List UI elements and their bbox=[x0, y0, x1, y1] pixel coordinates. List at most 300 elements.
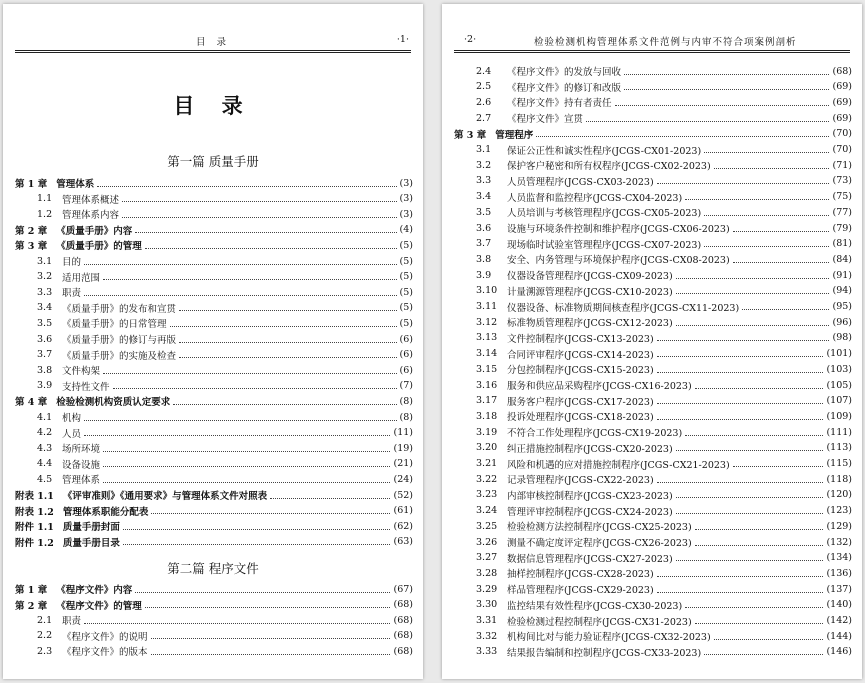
toc-entry-title: 管理体系 bbox=[62, 475, 101, 487]
toc-leader-dots bbox=[135, 592, 390, 593]
toc-entry-page: (69) bbox=[832, 112, 852, 124]
toc-leader-dots bbox=[97, 186, 396, 187]
toc-entry-page: (24) bbox=[393, 473, 413, 485]
toc-entry-page: (118) bbox=[826, 473, 852, 485]
toc-leader-dots bbox=[733, 262, 830, 263]
toc-entry-number: 3.6 bbox=[476, 222, 492, 234]
toc-entry-page: (77) bbox=[832, 206, 852, 218]
toc-leader-dots bbox=[742, 309, 829, 310]
toc-section-entry bbox=[476, 629, 852, 643]
toc-section-entry bbox=[476, 535, 852, 549]
toc-entry-page: (81) bbox=[832, 238, 852, 250]
toc-entry-title: 人员监督和监控程序(JCGS-CX04-2023) bbox=[507, 192, 683, 204]
toc-section-entry bbox=[476, 205, 852, 219]
toc-chapter-entry bbox=[15, 223, 413, 237]
toc-entry-title: 检验检测过程控制程序(JCGS-CX31-2023) bbox=[507, 616, 692, 628]
toc-entry-title: 设施与环境条件控制和维护程序(JCGS-CX06-2023) bbox=[507, 224, 730, 235]
toc-leader-dots bbox=[122, 217, 397, 218]
toc-entry-number: 3.2 bbox=[476, 159, 492, 171]
toc-section-entry bbox=[37, 207, 413, 221]
toc-leader-dots bbox=[704, 246, 829, 247]
toc-entry-number: 2.2 bbox=[37, 630, 53, 642]
toc-entry-number: 3.1 bbox=[476, 144, 492, 155]
toc-entry-number: 3.11 bbox=[476, 301, 498, 312]
toc-entry-number: 第 2 章 bbox=[15, 600, 48, 612]
toc-leader-dots bbox=[733, 466, 824, 467]
toc-leader-dots bbox=[733, 231, 830, 232]
toc-entry-page: (91) bbox=[832, 269, 852, 281]
toc-entry-number: 3.15 bbox=[476, 363, 498, 375]
toc-entry-page: (4) bbox=[399, 224, 413, 236]
toc-section-entry bbox=[476, 519, 852, 533]
toc-section-entry bbox=[37, 316, 413, 330]
toc-entry-page: (84) bbox=[832, 253, 852, 265]
toc-entry-page: (69) bbox=[832, 96, 852, 108]
toc-leader-dots bbox=[676, 450, 824, 451]
toc-leader-dots bbox=[151, 654, 391, 655]
toc-section-entry bbox=[37, 332, 413, 346]
toc-entry-page: (6) bbox=[399, 333, 413, 345]
toc-entry-title: 人员 bbox=[62, 428, 82, 440]
toc-entry-number: 3.23 bbox=[476, 489, 498, 501]
toc-section-entry bbox=[476, 300, 852, 314]
toc-leader-dots bbox=[84, 435, 390, 436]
toc-title: 目 录 bbox=[173, 93, 253, 118]
toc-section-entry bbox=[476, 111, 852, 125]
toc-entry-page: (107) bbox=[826, 395, 852, 407]
toc-entry-page: (142) bbox=[826, 615, 852, 626]
toc-leader-dots bbox=[657, 419, 824, 420]
toc-entry-title: 计量溯源管理程序(JCGS-CX10-2023) bbox=[507, 286, 673, 298]
toc-section-entry bbox=[37, 472, 413, 486]
toc-leader-dots bbox=[270, 498, 390, 499]
toc-entry-number: 2.1 bbox=[37, 614, 53, 626]
toc-leader-dots bbox=[676, 560, 824, 561]
toc-leader-dots bbox=[122, 201, 397, 202]
toc-entry-page: (5) bbox=[399, 286, 413, 298]
left-header-rule bbox=[15, 52, 411, 53]
toc-leader-dots bbox=[676, 278, 830, 279]
toc-entry-page: (79) bbox=[832, 222, 852, 234]
toc-entry-number: 3.12 bbox=[476, 316, 498, 328]
toc-entry-page: (21) bbox=[393, 458, 413, 470]
toc-leader-dots bbox=[676, 293, 830, 294]
toc-leader-dots bbox=[103, 279, 397, 280]
toc-section-entry bbox=[37, 644, 413, 658]
toc-leader-dots bbox=[179, 310, 397, 311]
toc-entry-number: 3.22 bbox=[476, 473, 498, 485]
toc-entry-number: 3.27 bbox=[476, 552, 498, 564]
toc-entry-page: (103) bbox=[826, 363, 852, 375]
toc-section-entry bbox=[37, 629, 413, 643]
left-header-page-number: ·1· bbox=[396, 34, 409, 45]
toc-leader-dots bbox=[179, 342, 397, 343]
toc-entry-page: (73) bbox=[832, 175, 852, 187]
toc-entry-page: (113) bbox=[826, 442, 852, 454]
toc-entry-number: 4.1 bbox=[37, 411, 53, 423]
toc-entry-title: 人员管理程序(JCGS-CX03-2023) bbox=[507, 176, 654, 188]
toc-entry-number: 3.31 bbox=[476, 615, 498, 626]
part1-title: 第一篇 质量手册 bbox=[167, 154, 259, 169]
toc-entry-page: (5) bbox=[399, 239, 413, 251]
toc-chapter-entry bbox=[15, 598, 413, 612]
toc-section-entry bbox=[476, 268, 852, 282]
toc-entry-page: (8) bbox=[399, 411, 413, 423]
toc-entry-number: 附件 1.2 bbox=[15, 537, 54, 549]
toc-leader-dots bbox=[586, 121, 829, 122]
toc-entry-title: 设备设施 bbox=[62, 459, 101, 471]
toc-chapter-entry bbox=[15, 176, 413, 190]
toc-entry-title: 标准物质管理程序(JCGS-CX12-2023) bbox=[507, 318, 673, 330]
toc-entry-page: (140) bbox=[826, 599, 852, 611]
toc-section-entry bbox=[476, 457, 852, 471]
toc-entry-title: 职责 bbox=[62, 288, 82, 300]
toc-section-entry bbox=[476, 237, 852, 251]
toc-entry-page: (62) bbox=[393, 520, 413, 532]
toc-section-entry bbox=[476, 378, 852, 392]
toc-entry-number: 第 2 章 bbox=[15, 225, 48, 237]
toc-chapter-entry bbox=[15, 519, 413, 533]
toc-leader-dots bbox=[695, 388, 824, 389]
toc-chapter-entry bbox=[15, 394, 413, 408]
toc-entry-page: (95) bbox=[832, 301, 852, 312]
toc-entry-title: 《质量手册》的日常管理 bbox=[62, 319, 167, 331]
toc-entry-title: 抽样控制程序(JCGS-CX28-2023) bbox=[507, 569, 654, 581]
toc-entry-title: 《程序文件》的说明 bbox=[62, 631, 148, 643]
toc-entry-number: 4.2 bbox=[37, 427, 53, 439]
toc-entry-number: 3.7 bbox=[37, 349, 53, 361]
toc-entry-number: 3.25 bbox=[476, 520, 498, 532]
toc-entry-number: 3.20 bbox=[476, 442, 498, 454]
toc-entry-number: 3.7 bbox=[476, 238, 492, 250]
toc-entry-number: 第 4 章 bbox=[15, 397, 48, 409]
toc-section-entry bbox=[476, 347, 852, 361]
toc-entry-number: 2.6 bbox=[476, 96, 492, 108]
toc-entry-title: 机构 bbox=[62, 413, 82, 424]
toc-section-entry bbox=[476, 331, 852, 345]
toc-leader-dots bbox=[84, 295, 397, 296]
toc-entry-number: 附表 1.1 bbox=[15, 491, 54, 502]
toc-entry-title: 安全、内务管理与环境保护程序(JCGS-CX08-2023) bbox=[507, 255, 730, 267]
toc-section-entry bbox=[476, 566, 852, 580]
toc-section-entry bbox=[37, 363, 413, 377]
toc-section-entry bbox=[476, 409, 852, 423]
toc-leader-dots bbox=[84, 420, 397, 421]
toc-entry-number: 3.10 bbox=[476, 285, 498, 297]
toc-entry-page: (137) bbox=[826, 583, 852, 595]
toc-leader-dots bbox=[704, 152, 829, 153]
toc-entry-title: 《程序文件》的版本 bbox=[62, 647, 148, 659]
toc-section-entry bbox=[476, 472, 852, 486]
left-page bbox=[3, 4, 423, 679]
toc-entry-page: (146) bbox=[826, 646, 852, 658]
toc-entry-title: 服务和供应品采购程序(JCGS-CX16-2023) bbox=[507, 381, 692, 392]
right-header-page-number: ·2· bbox=[464, 34, 477, 45]
toc-chapter-entry bbox=[15, 504, 413, 518]
toc-chapter-entry bbox=[15, 488, 413, 502]
toc-entry-title: 《程序文件》的修订和改版 bbox=[507, 82, 622, 94]
toc-entry-number: 3.5 bbox=[476, 206, 492, 218]
toc-entry-title: 《程序文件》内容 bbox=[56, 585, 133, 596]
toc-entry-title: 目的 bbox=[62, 257, 82, 268]
toc-entry-title: 记录管理程序(JCGS-CX22-2023) bbox=[507, 475, 654, 487]
toc-leader-dots bbox=[145, 607, 391, 608]
toc-entry-number: 第 3 章 bbox=[15, 241, 48, 253]
toc-leader-dots bbox=[151, 638, 391, 639]
toc-entry-title: 《质量手册》的修订与再版 bbox=[62, 335, 177, 346]
toc-section-entry bbox=[37, 441, 413, 455]
toc-leader-dots bbox=[657, 356, 824, 357]
toc-entry-title: 保护客户秘密和所有权程序(JCGS-CX02-2023) bbox=[507, 161, 711, 173]
toc-entry-title: 管理体系概述 bbox=[62, 194, 120, 206]
toc-section-entry bbox=[37, 348, 413, 362]
toc-section-entry bbox=[37, 285, 413, 299]
toc-entry-page: (63) bbox=[393, 536, 413, 548]
toc-leader-dots bbox=[657, 183, 830, 184]
toc-leader-dots bbox=[84, 264, 397, 265]
toc-section-entry bbox=[476, 80, 852, 94]
toc-chapter-entry bbox=[15, 582, 413, 596]
toc-entry-title: 人员培训与考核管理程序(JCGS-CX05-2023) bbox=[507, 208, 702, 220]
toc-entry-title: 风险和机遇的应对措施控制程序(JCGS-CX21-2023) bbox=[507, 459, 730, 471]
toc-entry-number: 2.7 bbox=[476, 112, 492, 124]
toc-entry-title: 测量不确定度评定程序(JCGS-CX26-2023) bbox=[507, 538, 692, 549]
toc-entry-number: 3.4 bbox=[476, 191, 492, 203]
toc-entry-title: 《质量手册》的实施及检查 bbox=[62, 350, 177, 362]
toc-entry-page: (68) bbox=[393, 614, 413, 626]
toc-leader-dots bbox=[536, 136, 829, 137]
right-page bbox=[442, 4, 862, 679]
toc-entry-number: 第 1 章 bbox=[15, 179, 48, 190]
toc-entry-page: (101) bbox=[826, 348, 852, 360]
toc-section-entry bbox=[37, 379, 413, 393]
toc-entry-page: (6) bbox=[399, 364, 413, 376]
toc-section-entry bbox=[37, 410, 413, 424]
toc-entry-title: 《程序文件》宣贯 bbox=[507, 114, 584, 126]
toc-entry-page: (134) bbox=[826, 552, 852, 564]
toc-entry-page: (71) bbox=[832, 159, 852, 171]
toc-entry-number: 附表 1.2 bbox=[15, 506, 54, 518]
toc-leader-dots bbox=[624, 89, 829, 90]
toc-entry-title: 文件控制程序(JCGS-CX13-2023) bbox=[507, 333, 654, 345]
toc-entry-title: 结果报告编制和控制程序(JCGS-CX33-2023) bbox=[507, 647, 702, 659]
right-page-header bbox=[454, 34, 850, 51]
toc-entry-page: (96) bbox=[832, 316, 852, 328]
toc-entry-title: 仪器设备管理程序(JCGS-CX09-2023) bbox=[507, 271, 673, 283]
toc-leader-dots bbox=[123, 544, 391, 545]
toc-entry-title: 场所环境 bbox=[62, 444, 101, 456]
toc-chapter-entry bbox=[454, 127, 852, 141]
toc-entry-number: 3.9 bbox=[37, 380, 53, 392]
toc-entry-page: (75) bbox=[832, 191, 852, 203]
toc-entry-title: 文件构架 bbox=[62, 366, 101, 378]
toc-section-entry bbox=[476, 425, 852, 439]
toc-entry-title: 管理体系内容 bbox=[62, 210, 120, 222]
toc-entry-title: 不符合工作处理程序(JCGS-CX19-2023) bbox=[507, 428, 683, 440]
toc-leader-dots bbox=[103, 466, 390, 467]
toc-section-entry bbox=[476, 582, 852, 596]
toc-entry-number: 3.26 bbox=[476, 536, 498, 548]
left-page-header bbox=[15, 34, 411, 51]
toc-section-entry bbox=[476, 252, 852, 266]
toc-entry-title: 纠正措施控制程序(JCGS-CX20-2023) bbox=[507, 443, 673, 455]
toc-entry-number: 3.9 bbox=[476, 269, 492, 281]
toc-entry-page: (5) bbox=[399, 271, 413, 283]
toc-entry-title: 样品管理程序(JCGS-CX29-2023) bbox=[507, 585, 654, 597]
toc-section-entry bbox=[476, 158, 852, 172]
toc-entry-page: (68) bbox=[393, 599, 413, 611]
toc-section-entry bbox=[476, 95, 852, 109]
toc-entry-number: 2.3 bbox=[37, 645, 53, 657]
toc-entry-page: (115) bbox=[826, 458, 852, 469]
toc-entry-number: 3.6 bbox=[37, 333, 53, 345]
toc-entry-number: 3.8 bbox=[476, 253, 492, 265]
toc-entry-title: 投诉处理程序(JCGS-CX18-2023) bbox=[507, 412, 654, 424]
toc-entry-title: 《质量手册》的发布和宣贯 bbox=[62, 303, 177, 315]
toc-section-entry bbox=[476, 551, 852, 565]
toc-section-entry bbox=[476, 174, 852, 188]
toc-entry-title: 保证公正性和诚实性程序(JCGS-CX01-2023) bbox=[507, 145, 702, 157]
toc-entry-page: (120) bbox=[826, 489, 852, 501]
toc-entry-page: (3) bbox=[399, 177, 413, 189]
toc-leader-dots bbox=[113, 388, 397, 389]
toc-chapter-entry bbox=[15, 535, 413, 549]
toc-leader-dots bbox=[657, 403, 824, 404]
toc-entry-number: 3.21 bbox=[476, 458, 498, 469]
toc-entry-number: 3.2 bbox=[37, 271, 53, 283]
toc-entry-number: 3.32 bbox=[476, 630, 498, 642]
toc-leader-dots bbox=[695, 545, 824, 546]
toc-entry-title: 《程序文件》持有者责任 bbox=[507, 98, 612, 110]
toc-section-entry bbox=[37, 254, 413, 268]
toc-entry-page: (109) bbox=[826, 410, 852, 422]
toc-section-entry bbox=[476, 190, 852, 204]
toc-entry-title: 《程序文件》的发放与回收 bbox=[507, 67, 622, 78]
toc-entry-page: (5) bbox=[399, 317, 413, 329]
toc-section-entry bbox=[37, 270, 413, 284]
toc-entry-title: 现场临时试验室管理程序(JCGS-CX07-2023) bbox=[507, 239, 702, 251]
toc-entry-number: 3.8 bbox=[37, 364, 53, 376]
toc-entry-title: 质量手册目录 bbox=[62, 537, 120, 549]
toc-entry-number: 3.3 bbox=[476, 175, 492, 187]
toc-entry-title: 管理体系 bbox=[56, 179, 95, 190]
toc-section-entry bbox=[37, 457, 413, 471]
toc-entry-number: 4.5 bbox=[37, 473, 53, 485]
toc-section-entry bbox=[37, 426, 413, 440]
toc-entry-page: (144) bbox=[826, 630, 852, 642]
toc-entry-title: 管理体系职能分配表 bbox=[62, 506, 149, 518]
toc-entry-page: (52) bbox=[393, 489, 413, 501]
toc-section-entry bbox=[37, 301, 413, 315]
toc-entry-title: 数据信息管理程序(JCGS-CX27-2023) bbox=[507, 553, 673, 565]
toc-entry-page: (70) bbox=[832, 144, 852, 155]
toc-entry-title: 机构间比对与能力验证程序(JCGS-CX32-2023) bbox=[507, 632, 711, 644]
toc-entry-page: (69) bbox=[832, 81, 852, 93]
toc-entry-number: 2.4 bbox=[476, 65, 492, 77]
toc-leader-dots bbox=[615, 105, 830, 106]
toc-entry-number: 2.5 bbox=[476, 81, 492, 93]
toc-leader-dots bbox=[135, 232, 396, 233]
toc-leader-dots bbox=[103, 373, 397, 374]
toc-entry-title: 管理评审控制程序(JCGS-CX24-2023) bbox=[507, 506, 673, 518]
toc-entry-page: (11) bbox=[393, 427, 413, 439]
toc-entry-page: (98) bbox=[832, 332, 852, 344]
toc-entry-number: 3.24 bbox=[476, 505, 498, 517]
toc-section-entry bbox=[476, 488, 852, 502]
toc-entry-title: 分包控制程序(JCGS-CX15-2023) bbox=[507, 365, 654, 377]
toc-leader-dots bbox=[685, 435, 823, 436]
toc-leader-dots bbox=[704, 654, 823, 655]
toc-entry-title: 《质量手册》内容 bbox=[56, 225, 133, 237]
right-header-title: 检验检测机构管理体系文件范例与内审不符合项案例剖析 bbox=[534, 37, 797, 48]
toc-entry-number: 3.14 bbox=[476, 348, 498, 360]
left-header-title: 目 录 bbox=[195, 37, 231, 48]
toc-leader-dots bbox=[676, 325, 830, 326]
toc-leader-dots bbox=[145, 248, 397, 249]
toc-leader-dots bbox=[685, 199, 829, 200]
toc-entry-title: 合同评审程序(JCGS-CX14-2023) bbox=[507, 349, 654, 361]
toc-entry-number: 3.29 bbox=[476, 583, 498, 595]
toc-entry-page: (94) bbox=[832, 285, 852, 297]
toc-entry-page: (68) bbox=[393, 645, 413, 657]
toc-leader-dots bbox=[714, 168, 830, 169]
toc-entry-page: (68) bbox=[393, 630, 413, 642]
toc-chapter-entry bbox=[15, 238, 413, 252]
toc-entry-title: 《评审准则》《通用要求》与管理体系文件对照表 bbox=[62, 491, 268, 502]
toc-leader-dots bbox=[170, 326, 397, 327]
toc-entry-title: 适用范围 bbox=[62, 272, 101, 284]
toc-entry-number: 3.13 bbox=[476, 332, 498, 344]
toc-leader-dots bbox=[676, 513, 824, 514]
toc-entry-page: (7) bbox=[399, 380, 413, 392]
toc-entry-page: (105) bbox=[826, 379, 852, 391]
toc-entry-number: 3.4 bbox=[37, 302, 53, 314]
right-header-rule bbox=[454, 52, 850, 53]
toc-section-entry bbox=[476, 441, 852, 455]
toc-entry-title: 内部审核控制程序(JCGS-CX23-2023) bbox=[507, 490, 673, 502]
toc-entry-page: (129) bbox=[826, 520, 852, 532]
toc-entry-number: 3.3 bbox=[37, 286, 53, 298]
toc-entry-number: 3.17 bbox=[476, 395, 498, 407]
toc-entry-title: 支持性文件 bbox=[62, 381, 110, 393]
toc-entry-number: 1.2 bbox=[37, 208, 53, 220]
toc-entry-number: 3.19 bbox=[476, 426, 498, 438]
toc-entry-number: 3.5 bbox=[37, 317, 53, 329]
toc-leader-dots bbox=[657, 592, 824, 593]
toc-leader-dots bbox=[695, 623, 824, 624]
toc-leader-dots bbox=[657, 482, 824, 483]
toc-entry-number: 第 3 章 bbox=[454, 129, 487, 141]
toc-section-entry bbox=[37, 613, 413, 627]
part2-title: 第二篇 程序文件 bbox=[167, 561, 259, 576]
toc-leader-dots bbox=[84, 623, 390, 624]
toc-entry-page: (123) bbox=[826, 505, 852, 517]
toc-entry-page: (61) bbox=[393, 505, 413, 517]
toc-entry-number: 附件 1.1 bbox=[15, 522, 54, 534]
toc-entry-page: (70) bbox=[832, 128, 852, 140]
toc-entry-page: (5) bbox=[399, 255, 413, 267]
toc-leader-dots bbox=[704, 215, 829, 216]
toc-leader-dots bbox=[173, 404, 396, 405]
toc-entry-number: 第 1 章 bbox=[15, 585, 48, 596]
toc-leader-dots bbox=[151, 513, 390, 514]
toc-leader-dots bbox=[657, 576, 824, 577]
toc-entry-title: 仪器设备、标准物质期间核查程序(JCGS-CX11-2023) bbox=[507, 302, 740, 314]
toc-entry-page: (3) bbox=[399, 208, 413, 220]
toc-entry-page: (132) bbox=[826, 536, 852, 548]
toc-entry-page: (5) bbox=[399, 302, 413, 314]
toc-entry-title: 《程序文件》的管理 bbox=[56, 600, 142, 612]
